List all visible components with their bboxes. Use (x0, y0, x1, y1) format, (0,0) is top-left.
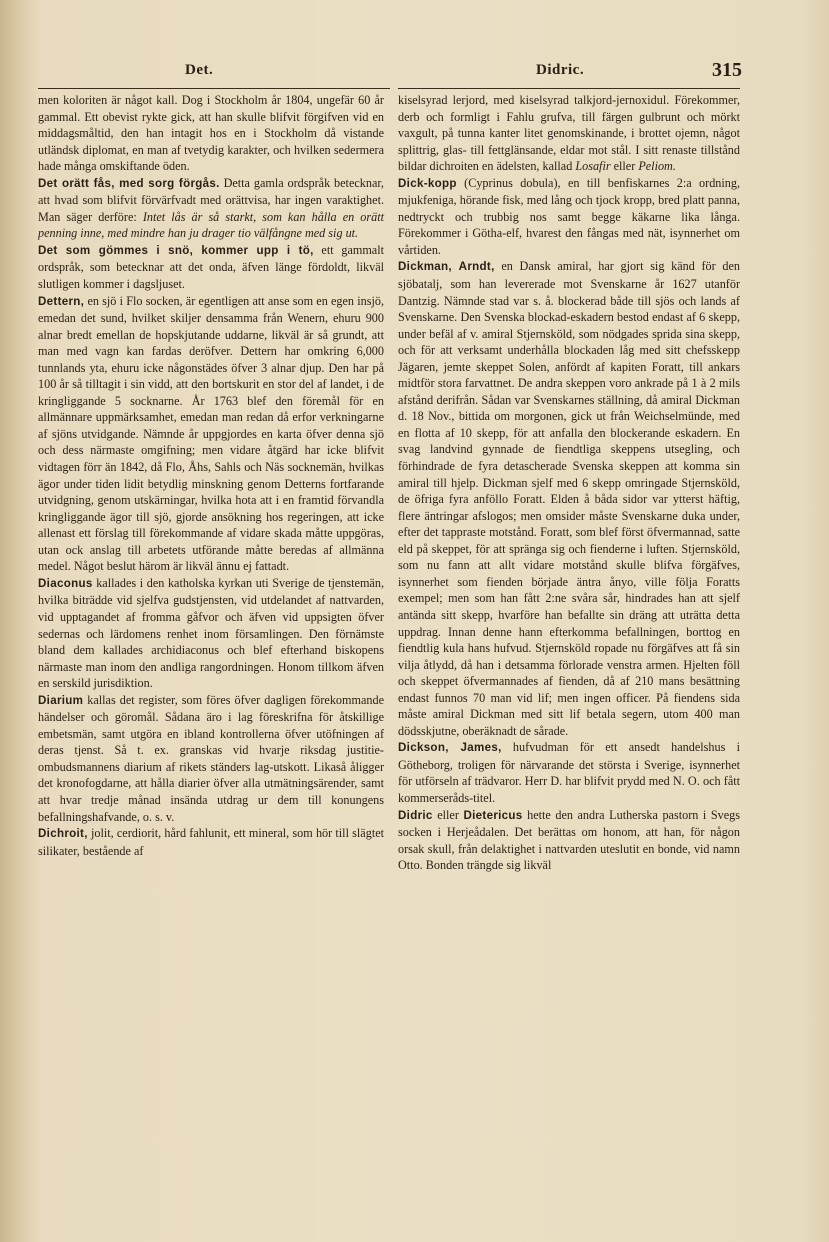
entry-text: Detta gamla ordspråk betecknar, att hvad som blifvit förvärfvadt med orättvisa, har ingen varaktighet. Man säger derföre: (38, 175, 384, 224)
entry-headword: Dickson, James, (398, 741, 502, 755)
entry-text: en sjö i Flo socken, är egentligen att anse som en egen insjö, emedan det sund, hvilket skiljer densamma från Wenern, ehuru 900 alnar bredt emellan de hopskjutande uddarne, likväl är så grundt, att man med vagn kan fardas deröfver. Dettern har omkring 6,000 tunnlands yta, ehuru icke någonstädes öfver 3 alnar djup. Den har på 100 år så tilltagit i sin vidd, att den bortskurit en stor del af landet, i de kringliggande 5 socknarne. År 1763 blef den föremål för en allmännare uppmärksamhet, emedan man redan då erfor verkningarne af sjöns utvidgande. Nämnde år uppgjordes en karta öfver denna sjö och dess närmaste omgifning; men vidare åtgärd har icke blifvit vidtagen förr än 1842, då Flo, Åhs, Sahls och Näs socknemän, hvilkas ägor under tiden lidit betydlig minskning genom Detterns fortfarande utvidgning, genom utskärningar, hvilka hota att i en framtid förvandla kringliggande ägor till sjö, gjorde ansökning hos regeringen, att icke allenast ett förslag till förekommande af vidare skada måtte uppgöras, utan ock anslag till arbetets utförande måtte beredas af allmänna medel. Något beslut härom är likväl ännu ej fattadt. (38, 293, 384, 574)
entry-text: hufvudman för ett ansedt handelshus i Götheborg, troligen för närvarande det största i Sverige, isynnerhet för utförseln af trädvaror. Herr D. har blifvit prydd med N. O. och fått kommerseråds-titel. (398, 740, 740, 805)
italic-text: Losafir (575, 159, 611, 174)
dictionary-entry (398, 258, 740, 739)
entry-headword: Dichroit, (38, 827, 88, 841)
entry-headword: Dickman, Arndt, (398, 260, 495, 274)
entry-text: jolit, cerdiorit, hård fahlunit, ett mineral, som hör till slägtet silikater, bestående af (38, 826, 384, 858)
left-running-title: Det. (185, 62, 214, 78)
dictionary-entry (38, 92, 384, 175)
dictionary-entry (38, 575, 384, 692)
entry-text: kallas det register, som föres öfver dagligen förekommande händelser och göromål. Sådana äro i lag föreskrifna för åtskillige embetsmän, samt utgöra en ibland kontrollerna öfver utöfningen af deras tjenst. Så t. ex. granskas vid hvarje riksdag justitie-ombudsmannens diarium af rikets ständers lag-utskott. Likaså åligger det kronofogdarne, att hålla diarier öfver alla utmätningsärender, samt att hvar tredje månad insända utdrag ur dem till konungens befallningshafvande, o. s. v. (38, 692, 384, 824)
entry-text: (Cyprinus dobula), en till benfiskarnes 2:a ordning, mjukfeniga, hörande fisk, med lång och tjock kropp, bred platt panna, nedtryckt och trubbig nos samt begge käkarne lika långa. Förekommer i Götha-elf, hvarest den fångas med nät, isynnerhet om vårtiden. (398, 175, 740, 257)
left-text-column (38, 92, 384, 859)
right-running-title: Didric. (536, 62, 585, 78)
dictionary-entry (38, 692, 384, 825)
dictionary-entry (38, 293, 384, 575)
dictionary-entry (38, 242, 384, 293)
right-header-rule (398, 88, 740, 89)
entry-text: en Dansk amiral, har gjort sig känd för den sjöbatalj, som han levererade mot Svenskarne år 1627 utanför Dantzig. Nämnde stad var s. å. blockerad både till sjös och lands af Svenskarne. Den Svenska blockad-eskadern bestod endast af 6 skepp, under befäl af v. amiral Stjernsköld, som nödgades sprida sina skepp, och för att verksamt underhålla blockaden låg med sitt chefsskepp Jägaren, jemte skeppet Solen, anfördt af kapiten Foratt, till ankars midtför stora farvattnet. De andra skeppen voro ankrade på 1 à 2 mils afstånd derifrån. Sådan var Svenskarnes ställning, då amiral Dickman d. 18 Nov., bittida om morgonen, gick ut från Weichselmünde, med en flotta af 10 skepp, för att anfalla den blockerande eskadern. En svag landvind gynnade de fiendtliga skeppens utsegling, och förhindrade de fyra detascherade Svenska skeppen att komma sin amiral till hjelp. Dickman sjelf med 6 skepp omringade Stjernsköld, de öfriga fyra anföllo Foratt. Elden å båda sidor var ytterst häftig, flere äntringar afslogos; men omsider måste Svenskarne duka under, efter det tappraste motstånd. Foratt, som blef först öfvermannad, satte eld på skeppet, för att spränga sig och fienderne i luften. Stjernsköld, som nu fann att allt vidare motstånd skulle blifva förgäfves, isynnerhet som fienden började äntra ånyo, ville följa Foratts exempel; men som han fått 2:ne svåra sår, hindrades han att sjelf antända sitt skepp, hvarföre han befallte sin dräng att uträtta detta uppdrag. Innan denne hann efterkomma befallningen, borttog en fiendtlig kula hans hufvud. Stjernsköld ropade nu förgäfves att få sin vilja åtlydd, då han i detsamma förlorade venstra armen. Hjelten föll och skeppet öfvermannades af fienden, då af 210 mans besättning endast funnos 70 man vid lif; men ingen officer. På fiendens sida måste amiral Dickman med sitt lif betala segern, utom 400 man dödsskjutne, oberäknadt de sårade. (398, 259, 740, 738)
entry-text: eller (610, 159, 639, 174)
entry-text: men koloriten är något kall. Dog i Stockholm år 1804, ungefär 60 år gammal. Ett obevist rykte gick, att han skulle blifvit förgifven vid en middagsmåltid, den han intagit hos en i Stockholm då vistande utländsk diplomat, en man af tvetydig karakter, och hvilken sedermera hade många omskiftande öden. (38, 93, 384, 174)
entry-headword: Det orätt fås, med sorg förgås. (38, 176, 220, 190)
page-number: 315 (712, 59, 742, 81)
dictionary-entry (38, 175, 384, 242)
entry-headword: Det som gömmes i snö, kommer upp i tö, (38, 243, 314, 257)
dictionary-entry (398, 739, 740, 806)
entry-headword: Dick-kopp (398, 176, 457, 190)
entry-text: kallades i den katholska kyrkan uti Sverige de tjenstemän, hvilka biträdde vid sjelfva gudstjensten, vid utdelandet af nattvarden, vid upptagandet af fromma gåfvor och äfven vid uppsigten öfver sedernas och lärdomens renhet inom församlingen. Den förnämste bland dem kallades archidiaconus och blef efterhand biskopens närmaste man inom den andliga rangordningen. Honom tillkom äfven en serskild jurisdiktion. (38, 575, 384, 691)
entry-headword: Diaconus (38, 576, 93, 590)
entry-text: eller (432, 807, 464, 822)
entry-headword: Diarium (38, 693, 84, 707)
entry-headword: Dettern, (38, 294, 85, 308)
entry-text: kiselsyrad lerjord, med kiselsyrad talkjord-jernoxidul. Förekommer, derb och formligt i Fahlu grufva, till färgen gulbrunt och mörkt vaxgult, på tunna kanter litet genomskinande, i brottet ojemn, något splittrig, glas- till fettglänsande, eldar mot stål. I sitt renaste tillstånd bildar dichroiten en ädelsten, kallad (398, 93, 740, 174)
entry-headword: Dietericus (463, 808, 523, 822)
running-header (0, 59, 829, 86)
italic-text: Peliom. (638, 159, 676, 174)
dictionary-entry (398, 92, 740, 175)
dictionary-entry (38, 825, 384, 859)
italic-text: Intet lås är så starkt, som kan hålla en orätt penning inne, med mindre han ju drager tio välfångne med sig ut. (38, 209, 384, 241)
right-text-column (398, 92, 740, 874)
entry-text: ett gammalt ordspråk, som betecknar att det onda, äfven länge fördoldt, likväl slutligen kommer i dagsljuset. (38, 242, 384, 292)
dictionary-entry (398, 807, 740, 874)
dictionary-entry (398, 175, 740, 259)
entry-text: hette den andra Lutherska pastorn i Svegs socken i Herjeådalen. Det berättas om honom, att han, för någon orsak skull, från delaktighet i nattvarden uteslutit en bonde, vid namn Otto. Bonden trängde sig likväl (398, 807, 740, 873)
left-header-rule (38, 88, 390, 89)
entry-headword: Didric (398, 808, 433, 822)
